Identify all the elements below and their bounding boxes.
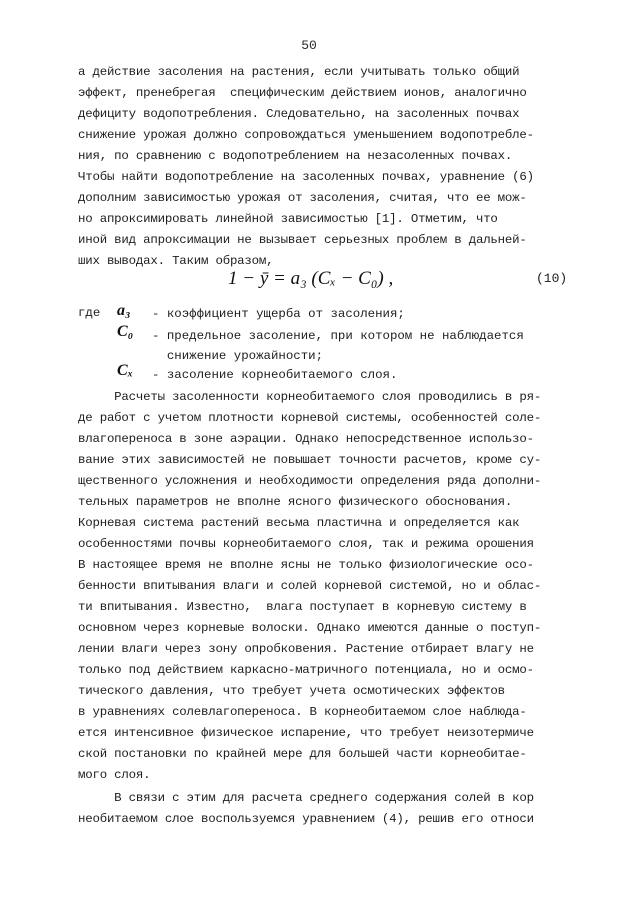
- text-line: тельных параметров не вполне ясного физического обоснования.: [78, 495, 513, 509]
- text-line: вание этих зависимостей не повышает точности расчетов, кроме су-: [78, 453, 542, 467]
- text-line: в уравнениях солевлагопереноса. В корнеобитаемом слое наблюда-: [78, 705, 527, 719]
- symbol-definition: - предельное засоление, при котором не наблюдается: [152, 329, 524, 343]
- text-line: ской постановки по крайней мере для большей части корнеобитае-: [78, 747, 527, 761]
- formula-number: (10): [536, 271, 568, 286]
- symbol-definition-continuation: снижение урожайности;: [152, 349, 324, 363]
- text-line: щественного усложнения и необходимости определения ряда дополни-: [78, 474, 542, 488]
- where-word: где: [78, 306, 101, 320]
- text-line: снижение урожая должно сопровождаться уменьшением водопотребле-: [78, 128, 534, 142]
- text-line: основном через корневые волоски. Однако имеются данные о поступ-: [78, 621, 542, 635]
- text-line: ти впитывания. Известно, влага поступает в корневую систему в: [78, 600, 527, 614]
- text-line: ется интенсивное физическое испарение, что требует неизотермиче: [78, 726, 534, 740]
- text-line: мого слоя.: [78, 768, 151, 782]
- text-line: тического давления, что требует учета осмотических эффектов: [78, 684, 505, 698]
- text-line: необитаемом слое воспользуемся уравнением (4), решив его относи: [78, 812, 534, 826]
- text-line: Чтобы найти водопотребление на засоленных почвах, уравнение (6): [78, 170, 534, 184]
- text-line: а действие засоления на растения, если учитывать только общий: [78, 65, 520, 79]
- text-line: бенности впитывания влаги и солей корневой системой, но и облас-: [78, 579, 542, 593]
- text-line: эффект, пренебрегая специфическим действием ионов, аналогично: [78, 86, 527, 100]
- text-line: особенностями почвы корнеобитаемого слоя, так и режима орошения: [78, 537, 534, 551]
- text-line: де работ с учетом плотности корневой системы, особенностей соле-: [78, 411, 542, 425]
- text-line: В связи с этим для расчета среднего содержания солей в кор: [78, 791, 534, 805]
- text-line: влагопереноса в зоне аэрации. Однако непосредственное использо-: [78, 432, 534, 446]
- symbol-c0: C₀: [117, 323, 134, 340]
- text-line: лении влаги через зону опробковения. Растение отбирает влагу не: [78, 642, 534, 656]
- text-line: Расчеты засоленности корнеобитаемого слоя проводились в ря-: [78, 390, 542, 404]
- symbol-definition: - засоление корнеобитаемого слоя.: [152, 368, 398, 382]
- page-number: 50: [301, 38, 317, 53]
- text-line: Корневая система растений весьма пластична и определяется как: [78, 516, 520, 530]
- text-line: дефициту водопотребления. Следовательно, на засоленных почвах: [78, 107, 520, 121]
- text-line: дополним зависимостью урожая от засоления, считая, что ее мож-: [78, 191, 527, 205]
- text-line: В настоящее время не вполне ясны не только физиологические осо-: [78, 558, 534, 572]
- text-line: иной вид апроксимации не вызывает серьезных проблем в дальней-: [78, 233, 527, 247]
- symbol-a3: a₃: [117, 302, 131, 319]
- text-line: ния, по сравнению с водопотреблением на незасоленных почвах.: [78, 149, 513, 163]
- text-line: только под действием каркасно-матричного потенциала, но и осмо-: [78, 663, 534, 677]
- symbol-cx: Cₓ: [117, 362, 134, 379]
- symbol-definition: - коэффициент ущерба от засоления;: [152, 307, 405, 321]
- text-line: ших выводах. Таким образом,: [78, 254, 274, 268]
- text-line: но апроксимировать линейной зависимостью [1]. Отметим, что: [78, 212, 498, 226]
- formula: 1 − ȳ = a₃ (Cₓ − C₀) ,: [228, 268, 394, 289]
